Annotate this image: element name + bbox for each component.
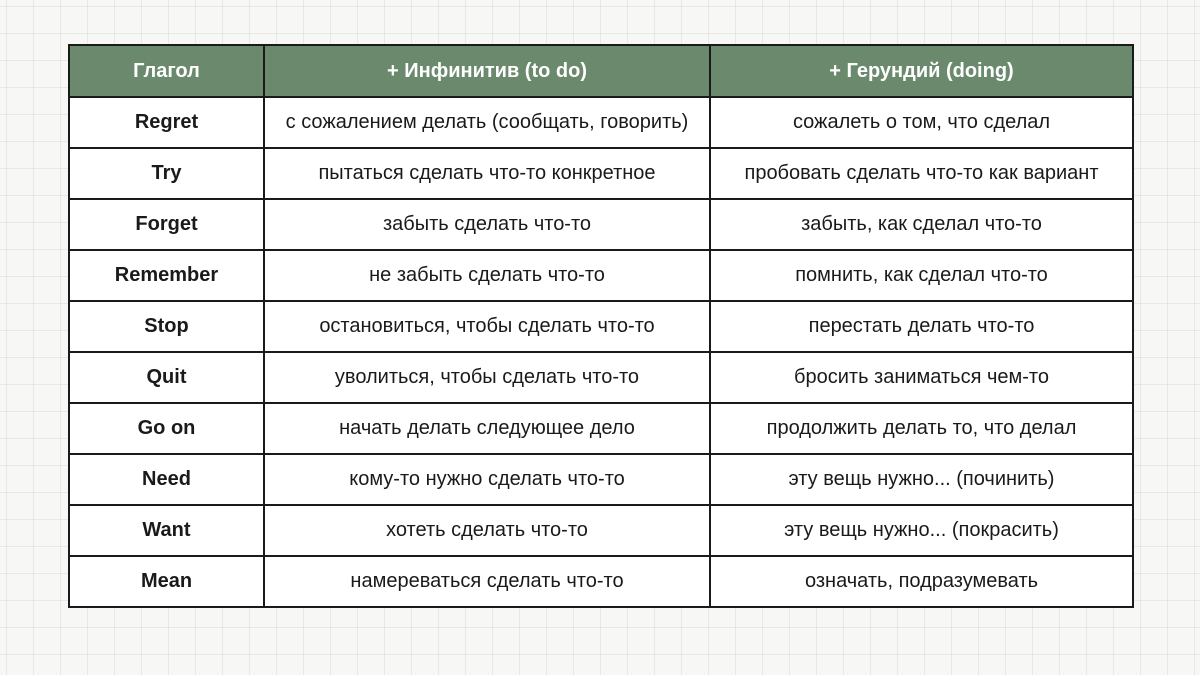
table-row bbox=[69, 199, 1133, 250]
infinitive-cell: уволиться, чтобы сделать что-то bbox=[264, 352, 710, 403]
gerund-cell: сожалеть о том, что сделал bbox=[710, 97, 1133, 148]
verb-cell: Stop bbox=[69, 301, 264, 352]
table-row bbox=[69, 403, 1133, 454]
verb-cell: Need bbox=[69, 454, 264, 505]
verb-cell: Want bbox=[69, 505, 264, 556]
table-row bbox=[69, 301, 1133, 352]
table-row bbox=[69, 505, 1133, 556]
infinitive-cell: не забыть сделать что-то bbox=[264, 250, 710, 301]
gerund-cell: забыть, как сделал что-то bbox=[710, 199, 1133, 250]
infinitive-cell: с сожалением делать (сообщать, говорить) bbox=[264, 97, 710, 148]
table-row bbox=[69, 148, 1133, 199]
verb-cell: Regret bbox=[69, 97, 264, 148]
verb-table-container bbox=[68, 44, 1132, 608]
infinitive-cell: пытаться сделать что-то конкретное bbox=[264, 148, 710, 199]
verb-cell: Try bbox=[69, 148, 264, 199]
table-row bbox=[69, 352, 1133, 403]
infinitive-cell: намереваться сделать что-то bbox=[264, 556, 710, 607]
table-header-row bbox=[69, 45, 1133, 97]
infinitive-cell: кому-то нужно сделать что-то bbox=[264, 454, 710, 505]
gerund-cell: эту вещь нужно... (починить) bbox=[710, 454, 1133, 505]
table-row bbox=[69, 250, 1133, 301]
verb-cell: Remember bbox=[69, 250, 264, 301]
verb-cell: Forget bbox=[69, 199, 264, 250]
table-row bbox=[69, 454, 1133, 505]
gerund-cell: пробовать сделать что-то как вариант bbox=[710, 148, 1133, 199]
verb-cell: Mean bbox=[69, 556, 264, 607]
verb-cell: Quit bbox=[69, 352, 264, 403]
verb-table bbox=[68, 44, 1134, 608]
gerund-cell: помнить, как сделал что-то bbox=[710, 250, 1133, 301]
gerund-cell: бросить заниматься чем-то bbox=[710, 352, 1133, 403]
gerund-cell: перестать делать что-то bbox=[710, 301, 1133, 352]
infinitive-cell: забыть сделать что-то bbox=[264, 199, 710, 250]
header-infinitive: + Инфинитив (to do) bbox=[264, 45, 710, 97]
infinitive-cell: остановиться, чтобы сделать что-то bbox=[264, 301, 710, 352]
infinitive-cell: начать делать следующее дело bbox=[264, 403, 710, 454]
table-row bbox=[69, 556, 1133, 607]
gerund-cell: означать, подразумевать bbox=[710, 556, 1133, 607]
table-row bbox=[69, 97, 1133, 148]
infinitive-cell: хотеть сделать что-то bbox=[264, 505, 710, 556]
header-gerund: + Герундий (doing) bbox=[710, 45, 1133, 97]
verb-cell: Go on bbox=[69, 403, 264, 454]
gerund-cell: продолжить делать то, что делал bbox=[710, 403, 1133, 454]
gerund-cell: эту вещь нужно... (покрасить) bbox=[710, 505, 1133, 556]
header-verb: Глагол bbox=[69, 45, 264, 97]
